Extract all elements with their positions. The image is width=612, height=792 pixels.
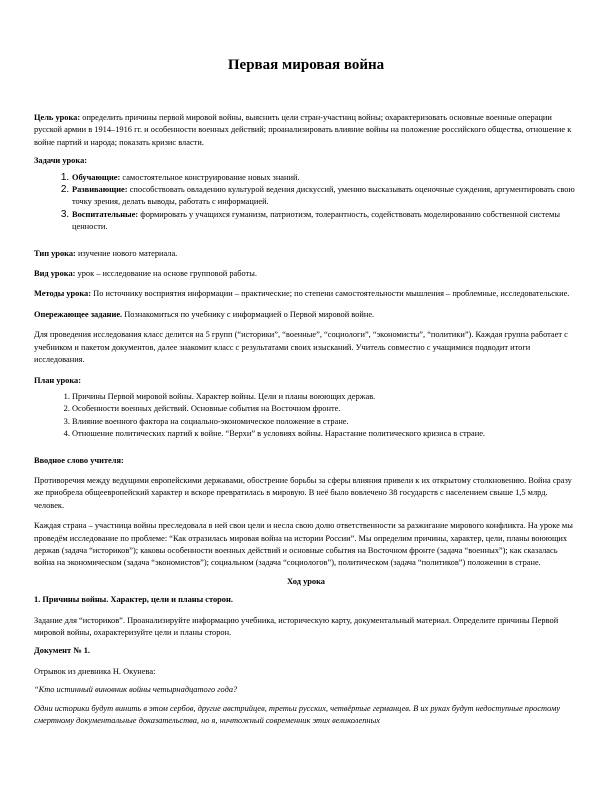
document-source: Отрывок из дневника Н. Окунева: (34, 666, 156, 676)
lesson-kind-text: урок – исследование на основе групповой работы. (75, 269, 257, 279)
tasks-item (72, 172, 578, 184)
tasks-item (72, 184, 578, 209)
plan-item: 4. Отношение политических партий к войне. “Верхи” в условиях войны. Нарастание политического кризиса в стране. (72, 428, 578, 440)
tasks-item-label: Развивающие: (72, 185, 128, 195)
lesson-type (34, 248, 578, 260)
tasks-item-text: способствовать овладению культурой ведения дискуссий, умению высказывать оценочные суждения, аргументировать свою точку зрения, делать выводы, работать с информацией. (72, 185, 575, 207)
lesson-goal-text: определить причины первой мировой войны, выяснить цели стран-участниц войны; охарактеризовать основные военные операции русской армии в 1914–1916 гг. и особенности военных действий; проанализировать влияние войны на положение российского общества, отношение к войне партий и народа; показать кризис власти. (34, 113, 572, 147)
intro-paragraph: Противоречия между ведущими европейскими державами, обострение борьбы за сферы влияния привели к их открытому столкновению. Война сразу же приобрела общеевропейский характер и вскоре превратилась в мировую. В неё было вовлечено 38 государств с населением свыше 1,5 млрд. человек. (34, 475, 572, 510)
lesson-methods (34, 288, 578, 300)
plan-item: 3. Влияние военного фактора на социально-экономическое положение в стране. (72, 416, 578, 428)
intro-heading: Вводное слово учителя: (34, 455, 124, 465)
groups-paragraph: Для проведения исследования класс делится на 5 групп (“историки”, “военные”, “социологи”, “экономисты”, “политики”). Каждая группа работает с учебником и пакетом документов, далее знакомит класс с результатами своих изысканий. Учитель совместно с учащимися подводит итоги исследования. (34, 330, 568, 365)
tasks-list (34, 172, 578, 234)
lesson-type-label: Тип урока: (34, 248, 76, 258)
lesson-goal (34, 112, 578, 149)
advance-task-label: Опережающее задание. (34, 309, 123, 319)
lesson-kind-label: Вид урока: (34, 269, 76, 279)
plan-item: 2. Особенности военных действий. Основные события на Восточном фронте. (72, 403, 578, 415)
intro-paragraph: Каждая страна – участница войны преследовала в ней свои цели и несла свою долю ответственности за разжигание мирового конфликта. На уроке мы проведём исследование по проблеме: “Как отразилась мировая война на истории России”. Мы определим причины, характер, цели, планы воюющих держав (задача “историков”); каковы особенности военных действий и основные события на Восточном фронте (задача “военных”); как сказалась война на экономическом (задача “экономистов”); социальном (задача “социологов”), политическом (задача “политиков”) положении в стране. (34, 521, 573, 568)
document-title: Первая мировая война (227, 57, 385, 73)
document-quote: “Кто истинный виновник войны четырнадцатого года? (34, 685, 238, 695)
document-heading: Документ № 1. (34, 646, 90, 656)
tasks-item-text: формировать у учащихся гуманизм, патриотизм, толерантность, содействовать моделированию собственной системы ценности. (72, 209, 560, 232)
plan-heading: План урока: (34, 375, 82, 385)
advance-task (34, 309, 578, 321)
tasks-item (72, 209, 578, 234)
document-quote: Одни историки будут винить в этом сербов, другие австрийцев, третьи русских, четвёртые германцев. В их руках будут недоступные простому смертному документальные доказательства, но я, ничтожный современник этих великолепных (34, 703, 561, 726)
tasks-item-label: Воспитательные: (72, 209, 139, 219)
advance-task-text: Познакомиться по учебнику с информацией о Первой мировой войне. (122, 309, 375, 319)
plan-item: 1. Причины Первой мировой войны. Характер войны. Цели и планы воюющих держав. (72, 391, 578, 403)
lesson-methods-label: Методы урока: (34, 289, 92, 299)
plan-list (34, 391, 578, 441)
lesson-type-text: изучение нового материала. (75, 248, 178, 258)
tasks-item-label: Обучающие: (72, 172, 121, 182)
lesson-methods-text: По источнику восприятия информации – практические; по степени самостоятельности мышления – проблемные, исследовательские. (91, 289, 570, 299)
tasks-item-text: самостоятельное конструирование новых знаний. (120, 172, 300, 182)
course-heading: Ход урока (287, 576, 325, 586)
section-task: Задание для “историков”. Проанализируйте информацию учебника, историческую карту, документальный материал. Определите причины Первой мировой войны, охарактеризуйте цели и планы сторон. (34, 615, 559, 637)
section-heading: 1. Причины войны. Характер, цели и планы сторон. (34, 595, 233, 605)
lesson-kind (34, 268, 578, 280)
tasks-heading: Задачи урока: (34, 156, 88, 166)
lesson-goal-label: Цель урока: (34, 113, 81, 122)
